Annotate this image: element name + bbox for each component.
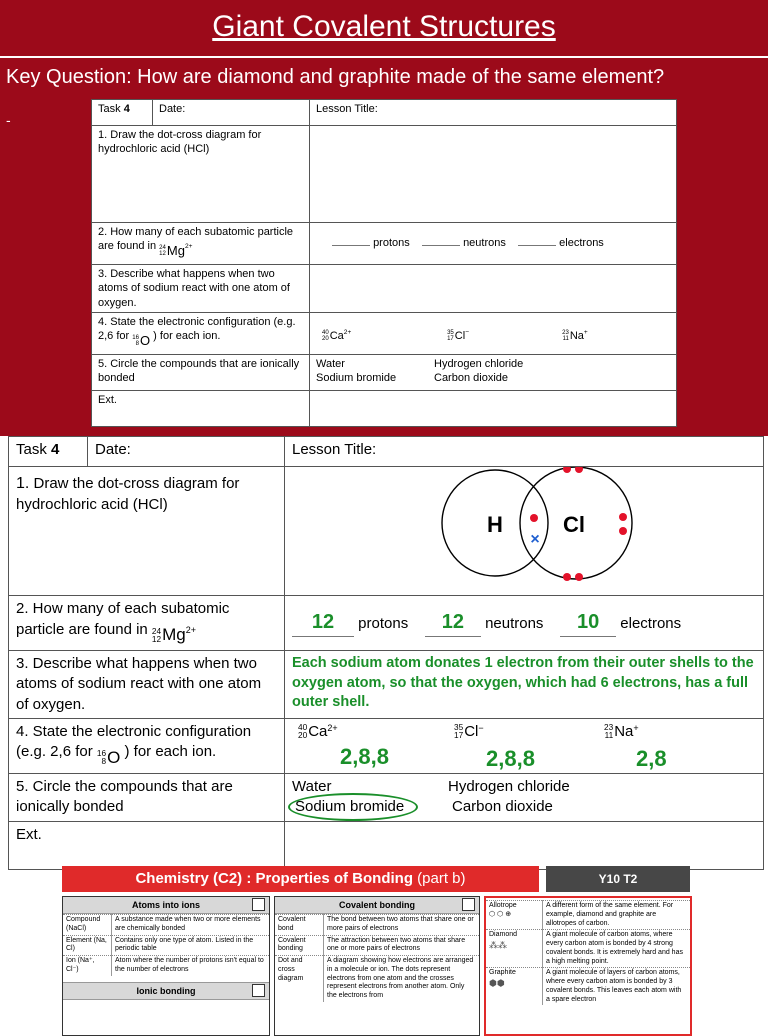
q5-cell-large: 5. Circle the compounds that are ionically bonded bbox=[9, 773, 285, 821]
cl-electron-bottom-1 bbox=[563, 573, 571, 581]
diamond-structure-icon: ⁂⁂ bbox=[489, 940, 507, 950]
ca-isotope-large: 40 20 Ca 2+ bbox=[298, 722, 338, 741]
table-row: Element (Na, Cl) Contains only one type of atom. Listed in the periodic table bbox=[63, 935, 269, 956]
answer-circle bbox=[288, 793, 418, 821]
q2-cell: 2. How many of each subatomic particle are found in 24 12 Mg 2+ bbox=[92, 223, 310, 265]
neutrons-answer: 12 bbox=[425, 609, 481, 637]
cl-electron-bottom-2 bbox=[575, 573, 583, 581]
page-title: Giant Covalent Structures bbox=[212, 10, 556, 43]
shared-dot-electron bbox=[530, 514, 538, 522]
atoms-into-ions-title: Atoms into ions bbox=[132, 900, 200, 910]
q5-answer-cell bbox=[285, 773, 764, 821]
q2-cell-large: 2. How many of each subatomic particle are found in 24 12 Mg 2+ bbox=[9, 596, 285, 651]
table-row: Allotrope ⬡⬡⊕ A different form of the same element. For example, diamond and graphite are allotropes of carbon. bbox=[486, 901, 690, 930]
mg-isotope: 24 12 Mg 2+ bbox=[159, 242, 193, 258]
allotropes-panel bbox=[484, 896, 692, 1036]
q4-answer-cell bbox=[285, 718, 764, 773]
table-row: Covalent bonding The attraction between two atoms that share one or more pairs of electrons bbox=[275, 935, 479, 956]
na-config-answer: 2,8 bbox=[636, 745, 667, 771]
q3-cell: 3. Describe what happens when two atoms of sodium react with one atom of oxygen. bbox=[92, 265, 310, 313]
q2-answer-blank[interactable]: protons neutrons electrons bbox=[310, 223, 677, 265]
lesson-title-cell: Lesson Title: bbox=[310, 100, 677, 126]
electrons-answer: 10 bbox=[560, 609, 616, 637]
dash-marker: - bbox=[6, 112, 11, 128]
ionic-bonding-title: Ionic bonding bbox=[136, 985, 196, 996]
year-term-tag: Y10 T2 bbox=[546, 866, 690, 892]
lesson-title-cell-large: Lesson Title: bbox=[285, 437, 764, 467]
checkbox[interactable] bbox=[462, 898, 475, 911]
mg-isotope-large: 24 12 Mg 2+ bbox=[151, 625, 196, 645]
protons-answer: 12 bbox=[292, 609, 354, 637]
cl-electron-top-2 bbox=[575, 467, 583, 473]
allotrope-icons: ⬡⬡⊕ bbox=[489, 910, 514, 918]
atoms-into-ions-panel bbox=[62, 896, 270, 1036]
ca-config-answer: 2,8,8 bbox=[340, 743, 389, 769]
ext-cell-large: Ext. bbox=[9, 821, 285, 869]
compound-hcl: Hydrogen chloride bbox=[448, 777, 570, 795]
covalent-bonding-panel bbox=[274, 896, 480, 1036]
q5-cell: 5. Circle the compounds that are ionically bonded bbox=[92, 354, 310, 390]
knowledge-organiser-heading: Chemistry (C2) : Properties of Bonding (part b) bbox=[62, 866, 539, 892]
covalent-bonding-title: Covalent bonding bbox=[339, 900, 415, 910]
completed-worksheet bbox=[8, 436, 764, 870]
hcl-dot-cross-diagram bbox=[285, 467, 755, 589]
q3-answer: Each sodium atom donates 1 electron from their outer shells to the oxygen atom, so that the oxygen, which had 6 electrons, has a full outer shell. bbox=[285, 651, 764, 719]
cl-electron-right-2 bbox=[619, 527, 627, 535]
ext-answer-cell[interactable] bbox=[285, 821, 764, 869]
task-cell-large: Task 4 bbox=[9, 437, 88, 467]
table-row: Ion (Na⁺, Cl⁻) Atom where the number of protons isn't equal to the number of electrons bbox=[63, 956, 269, 976]
q1-answer-blank[interactable] bbox=[310, 126, 677, 223]
ca-isotope: 40 20 Ca 2+ bbox=[322, 328, 352, 342]
ext-cell: Ext. bbox=[92, 390, 310, 426]
blank-worksheet bbox=[91, 99, 677, 427]
q4-answer-blank[interactable] bbox=[310, 312, 677, 354]
q1-cell-large: 1. Draw the dot-cross diagram for hydrochloric acid (HCl) bbox=[9, 467, 285, 596]
chlorine-label: Cl bbox=[563, 512, 585, 537]
na-isotope-large: 23 11 Na + bbox=[604, 722, 639, 741]
q4-cell-large: 4. State the electronic configuration (e.g. 2,6 for 16 8 O ) for each ion. bbox=[9, 718, 285, 773]
date-cell: Date: bbox=[153, 100, 310, 126]
q3-answer-blank[interactable] bbox=[310, 265, 677, 313]
table-row: Graphite ⬢⬢ A giant molecule of layers of carbon atoms, where every carbon atom is bonded by 3 covalent bonds. This leaves each atom with a spare electron bbox=[486, 968, 690, 1006]
q2-answer-cell: 12 protons 12 neutrons 10 electrons bbox=[285, 596, 764, 651]
na-isotope: 23 11 Na + bbox=[562, 328, 588, 342]
cl-config-answer: 2,8,8 bbox=[486, 745, 535, 771]
cl-electron-right-1 bbox=[619, 513, 627, 521]
table-row: Covalent bond The bond between two atoms that share one or more pairs of electrons bbox=[275, 915, 479, 936]
table-row: Dot and cross diagram A diagram showing how electrons are arranged in a molecule or ion. The dots represent electrons from one atom and the crosses represent electrons from another atom. Only the electrons from bbox=[275, 956, 479, 1002]
task-cell: Task 4 bbox=[92, 100, 153, 126]
table-row: Compound (NaCl) A substance made when two or more elements are chemically bonded bbox=[63, 915, 269, 936]
date-cell-large: Date: bbox=[88, 437, 285, 467]
cl-isotope-large: 35 17 Cl − bbox=[454, 722, 484, 741]
cl-electron-top-1 bbox=[563, 467, 571, 473]
table-row: Diamond ⁂⁂ A giant molecule of carbon atoms, where every carbon atom is bonded by 4 strong covalent bonds. It is extremely hard and has a high melting point. bbox=[486, 930, 690, 968]
checkbox[interactable] bbox=[252, 898, 265, 911]
ext-answer-blank[interactable] bbox=[310, 390, 677, 426]
compound-nabr-circled: Sodium bromide bbox=[292, 797, 452, 817]
shared-cross-electron: × bbox=[530, 531, 540, 548]
key-question: Key Question: How are diamond and graphite made of the same element? bbox=[0, 58, 768, 96]
checkbox[interactable] bbox=[252, 984, 265, 997]
compound-water: Water bbox=[292, 777, 332, 795]
hydrogen-label: H bbox=[487, 512, 503, 537]
graphite-structure-icon: ⬢⬢ bbox=[489, 978, 505, 988]
q5-answer-blank[interactable]: Water Hydrogen chloride Sodium bromide Carbon dioxide bbox=[310, 354, 677, 390]
q1-cell: 1. Draw the dot-cross diagram for hydrochloric acid (HCl) bbox=[92, 126, 310, 223]
dot-cross-diagram-cell bbox=[285, 467, 764, 596]
compound-co2: Carbon dioxide bbox=[452, 798, 553, 816]
oxygen-isotope-large: 16 8 O bbox=[96, 748, 121, 767]
q4-cell: 4. State the electronic configuration (e.g. 2,6 for 16 8 O ) for each ion. bbox=[92, 312, 310, 354]
q3-cell-large: 3. Describe what happens when two atoms of sodium react with one atom of oxygen. bbox=[9, 651, 285, 719]
oxygen-isotope: 16 8 O bbox=[132, 332, 151, 348]
cl-isotope: 35 17 Cl − bbox=[447, 328, 470, 342]
